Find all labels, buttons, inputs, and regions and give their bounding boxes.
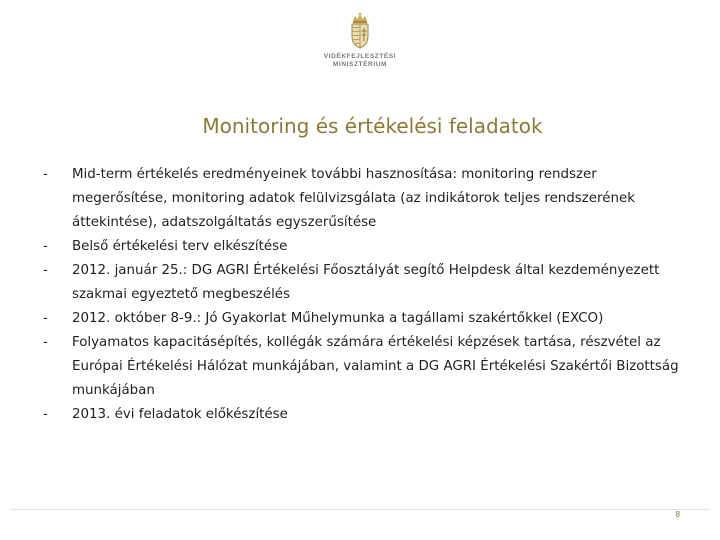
list-item-text: 2012. október 8-9.: Jó Gyakorlat Műhelymunka a tagállami szakértőkkel (EXCO) <box>72 311 604 326</box>
list-item <box>43 403 693 427</box>
list-item <box>43 163 693 235</box>
list-item <box>43 259 693 307</box>
footer-divider <box>10 509 710 510</box>
ministry-logo <box>300 12 420 84</box>
list-item-text: Folyamatos kapacitásépítés, kollégák számára értékelési képzések tartása, részvétel az Európai Értékelési Hálózat munkájában, valamint a DG AGRI Értékelési Szakértői Bizottság munkájában <box>72 335 679 398</box>
list-item <box>43 307 693 331</box>
list-item <box>43 331 693 403</box>
bullet-dash: - <box>43 407 48 422</box>
list-item <box>43 235 693 259</box>
list-item-text: 2013. évi feladatok előkészítése <box>72 407 288 422</box>
bullet-dash: - <box>43 263 48 278</box>
task-list <box>43 163 693 427</box>
ministry-name-line1: VIDÉKFEJLESZTÉSI <box>323 53 397 60</box>
page-number: 8 <box>675 510 680 519</box>
slide-title: Monitoring és értékelési feladatok <box>202 114 543 138</box>
ministry-name-line2: MINISZTÉRIUM <box>332 61 388 68</box>
list-item-text: Belső értékelési terv elkészítése <box>72 239 288 254</box>
list-item-text: 2012. január 25.: DG AGRI Értékelési Főosztályát segítő Helpdesk által kezdeményezett szakmai egyeztető megbeszélés <box>72 263 660 302</box>
bullet-dash: - <box>43 167 48 182</box>
list-item-text: Mid-term értékelés eredményeinek további hasznosítása: monitoring rendszer megerősítése, monitoring adatok felülvizsgálata (az indikátorok teljes rendszerének áttekintése), adatszolgáltatás egyszerűsítése <box>72 167 635 230</box>
hungarian-coat-of-arms-icon <box>349 12 371 50</box>
bullet-dash: - <box>43 311 48 326</box>
bullet-dash: - <box>43 239 48 254</box>
bullet-dash: - <box>43 335 48 350</box>
